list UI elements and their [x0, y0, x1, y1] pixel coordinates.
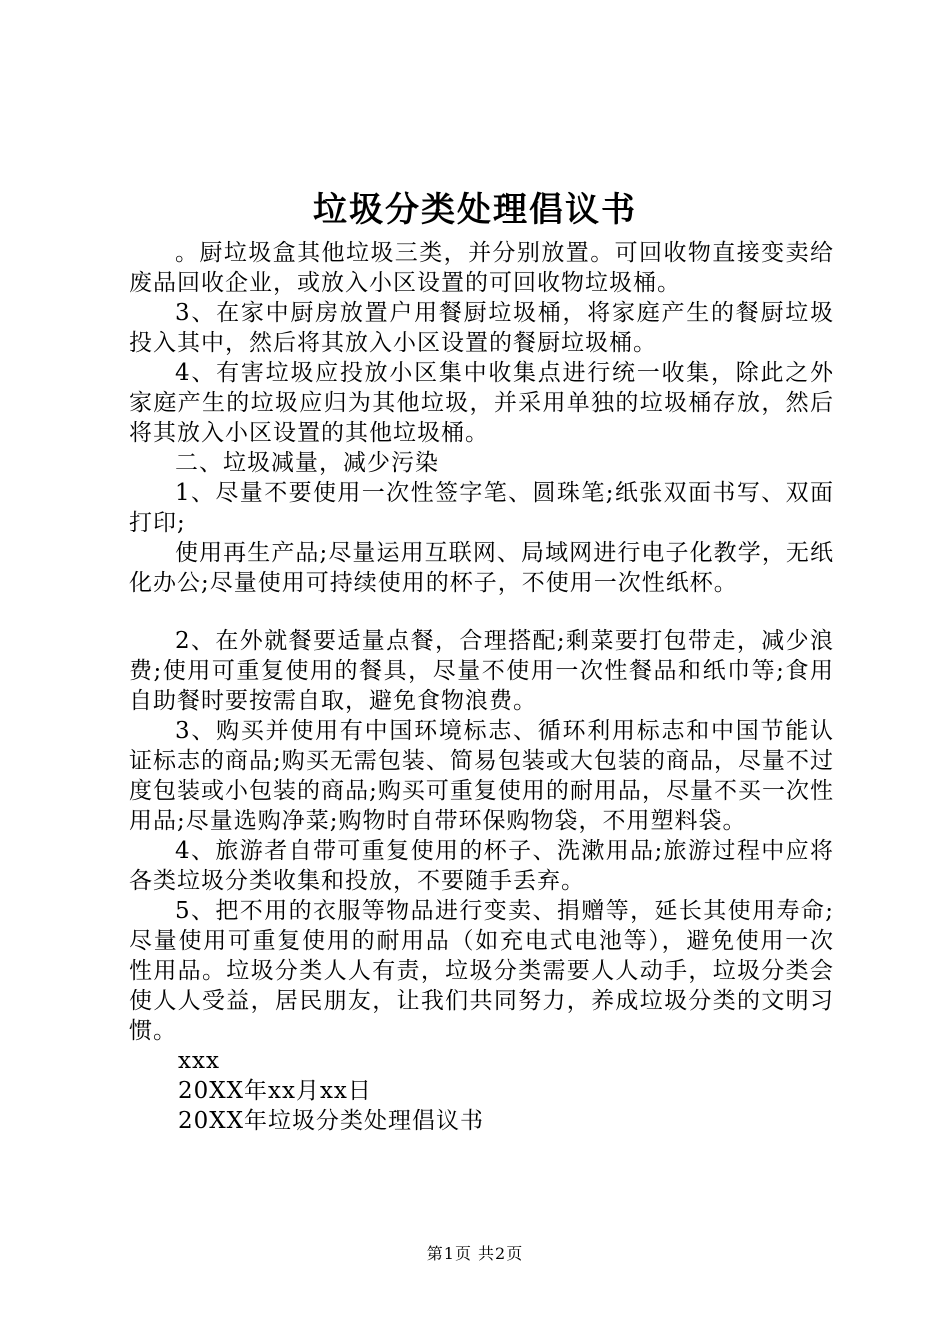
paragraph-kitchen-waste: 3、在家中厨房放置户用餐厨垃圾桶，将家庭产生的餐厨垃圾投入其中，然后将其放入小区设置的餐厨垃圾桶。	[129, 300, 834, 356]
paragraph-reuse: 5、把不用的衣服等物品进行变卖、捐赠等，延长其使用寿命;尽量使用可重复使用的耐用品（如充电式电池等），避免使用一次性用品。垃圾分类人人有责，垃圾分类需要人人动手，垃圾分类会使人人受益，居民朋友，让我们共同努力，养成垃圾分类的文明习惯。	[129, 898, 834, 1044]
document-body	[129, 238, 834, 1136]
paragraph-disposable-pens: 1、尽量不要使用一次性签字笔、圆珠笔;纸张双面书写、双面打印;	[129, 480, 834, 536]
paragraph-hazardous-waste: 4、有害垃圾应投放小区集中收集点进行统一收集，除此之外家庭产生的垃圾应归为其他垃圾，并采用单独的垃圾桶存放，然后将其放入小区设置的其他垃圾桶。	[129, 360, 834, 446]
signature-doc-name: 20XX年垃圾分类处理倡议书	[178, 1108, 485, 1134]
paragraph-recycled-products: 使用再生产品;尽量运用互联网、局域网进行电子化教学，无纸化办公;尽量使用可持续使用的杯子，不使用一次性纸杯。	[129, 540, 834, 596]
paragraph-travel: 4、旅游者自带可重复使用的杯子、洗漱用品;旅游过程中应将各类垃圾分类收集和投放，不要随手丢弃。	[129, 838, 834, 894]
document-title: 垃圾分类处理倡议书	[313, 190, 637, 230]
page-footer: 第1页 共2页	[426, 1244, 524, 1263]
section-heading-reduction: 二、垃圾减量，减少污染	[175, 450, 439, 476]
signature-name: xxx	[178, 1048, 220, 1074]
paragraph-shopping: 3、购买并使用有中国环境标志、循环利用标志和中国节能认证标志的商品;购买无需包装、简易包装或大包装的商品，尽量不过度包装或小包装的商品;购买可重复使用的耐用品，尽量不买一次性用品;尽量选购净菜;购物时自带环保购物袋，不用塑料袋。	[129, 718, 834, 834]
paragraph-dining: 2、在外就餐要适量点餐，合理搭配;剩菜要打包带走，减少浪费;使用可重复使用的餐具，尽量不使用一次性餐品和纸巾等;食用自助餐时要按需自取，避免食物浪费。	[129, 628, 834, 714]
signature-date: 20XX年xx月xx日	[178, 1078, 372, 1104]
paragraph-recyclables: 。厨垃圾盒其他垃圾三类，并分别放置。可回收物直接变卖给废品回收企业，或放入小区设置的可回收物垃圾桶。	[129, 240, 834, 296]
